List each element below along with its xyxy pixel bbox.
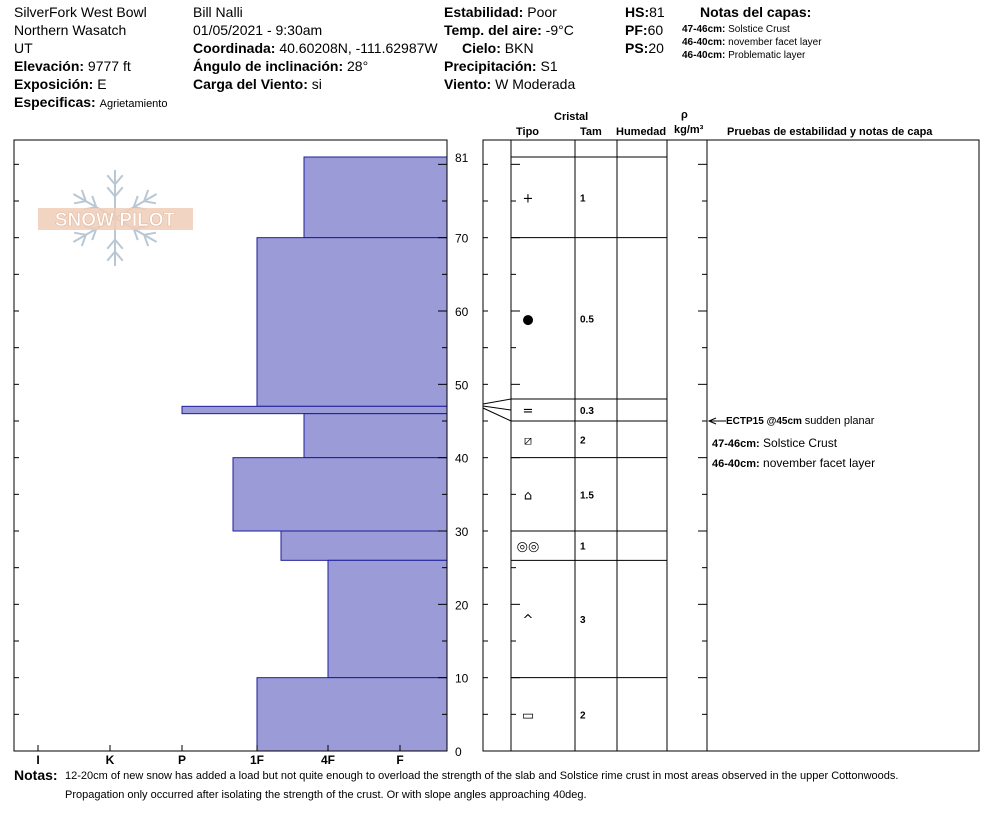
crystal-header: Cristal — [554, 111, 589, 123]
depth-tick-label: 0 — [455, 745, 462, 759]
hardness-bar — [328, 560, 447, 677]
precip-value: S1 — [540, 58, 558, 74]
hs-label: HS: — [625, 4, 650, 20]
grain-type-symbol: ◎◎ — [516, 539, 540, 555]
flake-branch — [107, 175, 115, 184]
notes-line-2: Propagation only occurred after isolating the strength of the crust. Or with slope angles approaching 40deg. — [65, 789, 587, 801]
wind-load-value: si — [311, 76, 322, 92]
elevation-value: 9777 ft — [87, 58, 131, 74]
wind-load-label: Carga del Viento: — [193, 76, 308, 92]
depth-tick-label: 10 — [455, 671, 469, 686]
grain-size-value: 1 — [580, 193, 586, 205]
flake-branch — [115, 252, 123, 261]
notes-line-1: 12-20cm of new snow has added a load but not quite enough to overload the strength of the slab and Solstice rime crust in most areas observed in the upper Cottonwoods. — [65, 770, 899, 782]
observer: Bill Nalli — [193, 4, 243, 20]
flake-branch — [144, 233, 156, 235]
moisture-header: Humedad — [616, 126, 667, 138]
precip-label: Precipitación: — [444, 58, 537, 74]
hs-value: 81 — [649, 4, 665, 20]
layer-note-text: Problematic layer — [728, 50, 806, 61]
snowpilot-logo — [38, 170, 193, 266]
grain-size-value: 0.3 — [580, 406, 594, 417]
flake-branch — [74, 233, 86, 235]
test-code: ECTP15 @45cm — [726, 416, 802, 427]
range: Northern Wasatch — [14, 22, 127, 38]
grain-size-value: 2 — [580, 710, 586, 722]
size-header: Tam — [580, 126, 602, 138]
depth-tick-label: 81 — [455, 151, 469, 165]
grain-size-value: 1 — [580, 541, 586, 553]
sky-value: BKN — [504, 40, 534, 56]
tests-header: Pruebas de estabilidad y notas de capa — [727, 126, 933, 138]
hardness-bar — [233, 458, 447, 531]
grain-size-value: 3 — [580, 615, 586, 626]
layer-annotation — [712, 455, 875, 472]
grain-size-value: 2 — [580, 435, 586, 447]
coordinate-value: 40.60208N, -111.62987W — [279, 40, 438, 56]
datetime: 01/05/2021 - 9:30am — [193, 22, 323, 38]
grain-type-symbol: + — [522, 191, 534, 207]
notes-label: Notas: — [14, 767, 58, 783]
grain-size-value: 1.5 — [580, 490, 594, 502]
layer-notes-title: Notas del capas: — [700, 4, 812, 20]
hardness-bar — [257, 678, 447, 751]
hardness-bar — [257, 238, 447, 407]
layer-connector — [483, 399, 511, 404]
wind-label: Viento: — [444, 76, 492, 92]
layer-annotation-text: Solstice Crust — [763, 436, 838, 450]
grain-size-value: 0.5 — [580, 314, 594, 326]
test-text: sudden planar — [804, 415, 875, 427]
specifics-label: Especificas: — [14, 94, 96, 110]
flake-branch — [107, 252, 115, 261]
aspect-value: E — [97, 76, 107, 92]
location: SilverFork West Bowl — [14, 4, 147, 20]
flake-branch — [115, 175, 123, 184]
layer-note-range: 46-40cm: — [682, 37, 726, 48]
elevation-label: Elevación: — [14, 58, 85, 74]
aspect-label: Exposición: — [14, 76, 94, 92]
flake-branch — [74, 201, 86, 203]
flake-branch — [107, 187, 115, 196]
hardness-tick-label: P — [177, 753, 187, 767]
ps-label: PS: — [625, 40, 649, 56]
type-header: Tipo — [516, 126, 540, 138]
flake-branch — [115, 240, 123, 249]
test-result — [726, 416, 874, 427]
depth-tick-label: 60 — [455, 305, 469, 319]
sky-label: Cielo: — [462, 40, 501, 56]
layer-annotation — [712, 435, 837, 452]
depth-tick-label: 70 — [455, 231, 469, 246]
hardness-bar — [304, 414, 447, 458]
depth-tick-label: 40 — [455, 451, 469, 466]
stability-label: Estabilidad: — [444, 4, 524, 20]
grain-type-symbol: ▭ — [521, 708, 535, 724]
depth-tick-label: 30 — [455, 525, 469, 539]
rho-header: ρ — [681, 109, 688, 121]
pf-label: PF: — [625, 22, 648, 38]
hardness-tick-label: F — [396, 753, 404, 767]
hardness-tick-label: K — [105, 753, 115, 767]
grain-type-symbol: ● — [522, 312, 534, 328]
grain-type-symbol: ⧄ — [523, 433, 533, 449]
layer-note-text: Solstice Crust — [728, 24, 790, 35]
hardness-bar — [281, 531, 447, 560]
layer-note-text: november facet layer — [728, 37, 822, 48]
grain-type-symbol: = — [522, 404, 534, 419]
layer-annotation-text: november facet layer — [763, 456, 876, 470]
flake-branch — [144, 201, 156, 203]
logo-text: SNOW PILOT — [54, 210, 176, 231]
pf-value: 60 — [647, 22, 664, 38]
specifics-value: Agrietamiento — [99, 98, 168, 110]
coordinate-label: Coordinada: — [193, 40, 276, 56]
flake-branch — [115, 187, 123, 196]
hardness-bar — [304, 157, 447, 238]
hardness-tick-label: 1F — [249, 753, 265, 767]
slope-label: Ángulo de inclinación: — [193, 58, 344, 74]
hardness-tick-label: 4F — [320, 753, 336, 767]
density-unit-header: kg/m³ — [674, 124, 704, 136]
hardness-tick-label: I — [36, 753, 40, 767]
air-temp-label: Temp. del aire: — [444, 22, 542, 38]
depth-tick-label: 50 — [455, 378, 469, 393]
slope-value: 28° — [347, 58, 369, 74]
wind-value: W Moderada — [495, 76, 576, 92]
hardness-bar — [182, 406, 447, 413]
grain-type-symbol: ⌂ — [523, 488, 533, 504]
layer-note-range: 46-40cm: — [682, 50, 726, 61]
state: UT — [14, 40, 33, 56]
layer-annotation-range: 47-46cm: — [712, 438, 760, 450]
layer-note-range: 47-46cm: — [682, 24, 726, 35]
layer-connector — [483, 408, 511, 421]
flake-branch — [107, 240, 115, 249]
grain-type-symbol: ^ — [522, 613, 534, 628]
stability-value: Poor — [527, 4, 557, 20]
ps-value: 20 — [648, 40, 664, 56]
depth-tick-label: 20 — [455, 598, 469, 613]
layer-annotation-range: 46-40cm: — [712, 458, 760, 470]
air-temp-value: -9°C — [545, 22, 574, 38]
